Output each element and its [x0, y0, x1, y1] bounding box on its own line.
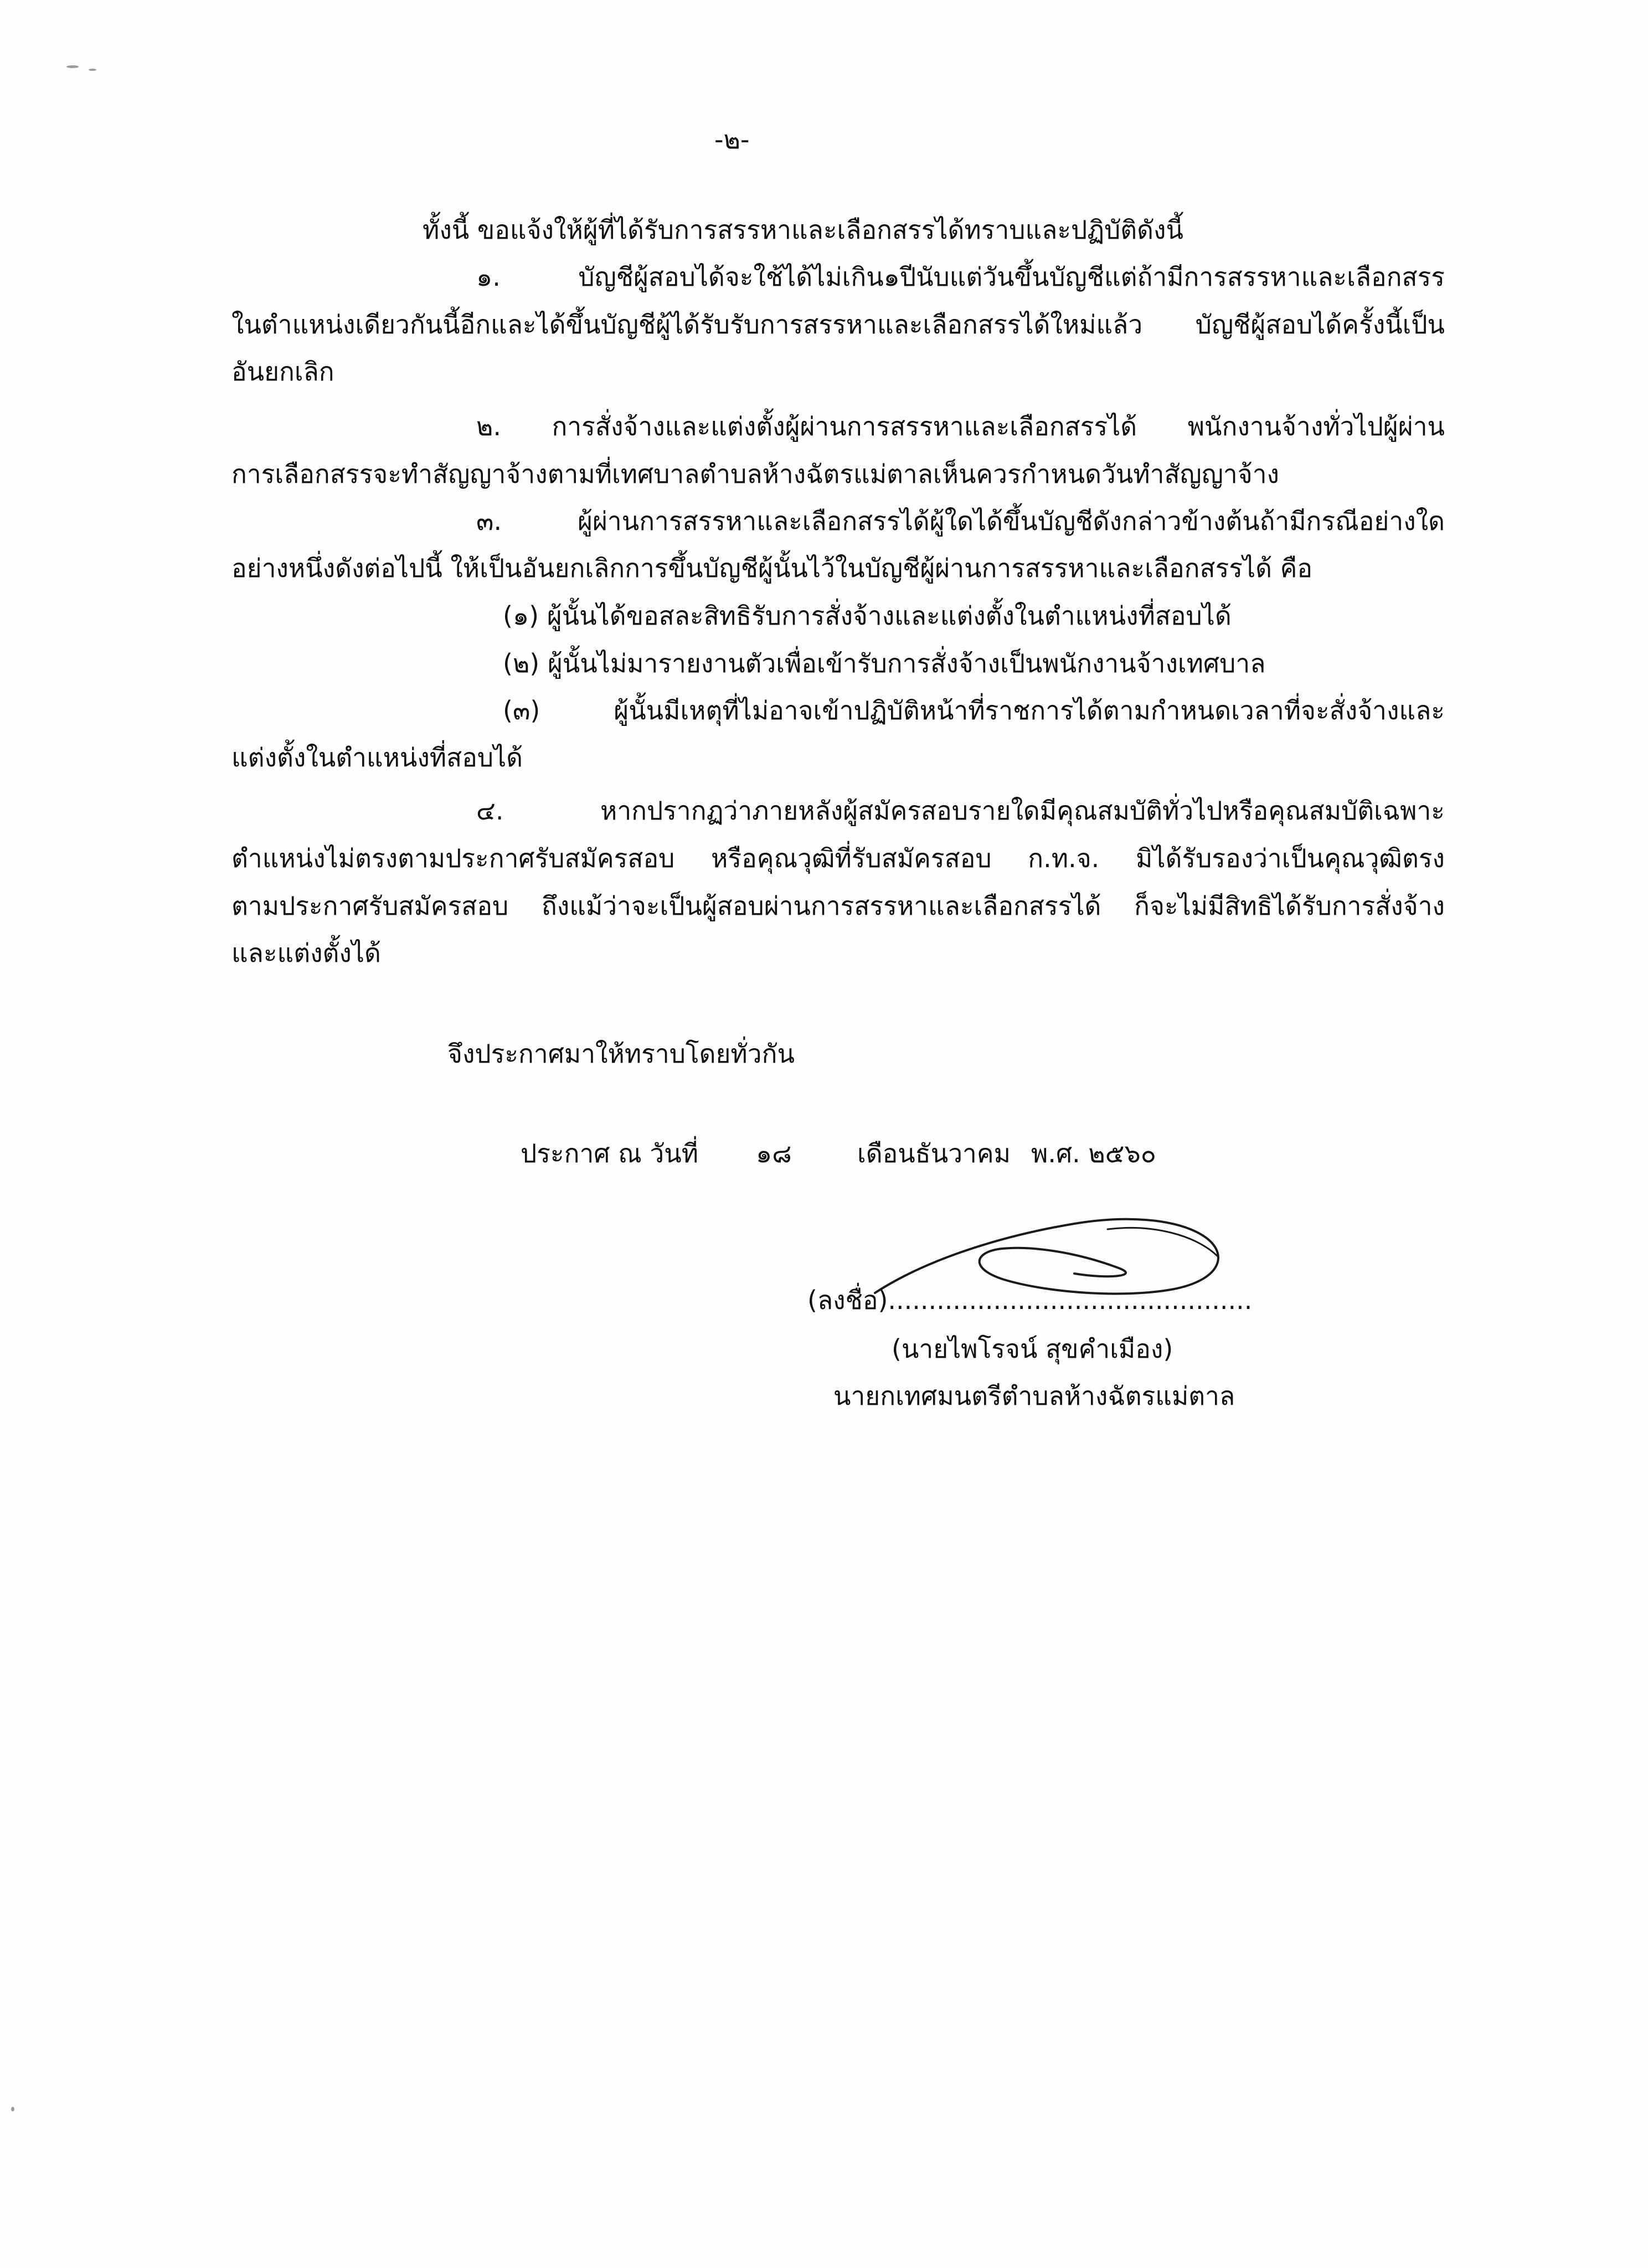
date-day: ๑๘ [756, 1138, 792, 1168]
item-3-sub-2: (๒) ผู้นั้นไม่มารายงานตัวเพื่อเข้ารับการสั่งจ้างเป็นพนักงานจ้างเทศบาล [503, 648, 1266, 678]
scan-speck [89, 69, 96, 71]
item-1-line-2: ในตำแหน่งเดียวกันนี้อีกและได้ขึ้นบัญชีผู้ได้รับรับการสรรหาและเลือกสรรได้ใหม่แล้ว บัญชีผู้สอบได้ครั้งนี้เป็น [231, 310, 1445, 339]
item-3-line-2: อย่างหนึ่งดังต่อไปนี้ ให้เป็นอันยกเลิกการขึ้นบัญชีผู้นั้นไว้ในบัญชีผู้ผ่านการสรรหาและเลือกสรรได้ คือ [231, 553, 1313, 583]
closing-line: จึงประกาศมาให้ทราบโดยทั่วกัน [447, 1039, 795, 1069]
item-4-line-2: ตำแหน่งไม่ตรงตามประกาศรับสมัครสอบ หรือคุณวุฒิที่รับสมัครสอบ ก.ท.จ. มิได้รับรองว่าเป็นคุณวุฒิตรง [231, 843, 1445, 873]
item-3-sub-3-line-2: แต่งตั้งในตำแหน่งที่สอบได้ [231, 743, 523, 772]
date-prefix: ประกาศ ณ วันที่ [521, 1138, 699, 1168]
signer-title: นายกเทศมนตรีตำบลห้างฉัตรแม่ตาล [833, 1381, 1235, 1411]
item-4-line-1: ๔. หากปรากฏว่าภายหลังผู้สมัครสอบรายใดมีคุณสมบัติทั่วไปหรือคุณสมบัติเฉพาะ [476, 796, 1445, 826]
intro-line: ทั้งนี้ ขอแจ้งให้ผู้ที่ได้รับการสรรหาและเลือกสรรได้ทราบและปฏิบัติดังนี้ [423, 215, 1183, 245]
signature-line: (ลงชื่อ)............................................. [807, 1285, 1253, 1315]
item-1-line-3: อันยกเลิก [231, 357, 334, 386]
item-1-line-1: ๑. บัญชีผู้สอบได้จะใช้ได้ไม่เกิน๑ปีนับแต่วันขึ้นบัญชีแต่ถ้ามีการสรรหาและเลือกสรร [476, 262, 1445, 292]
date-month: เดือนธันวาคม [857, 1138, 1011, 1168]
item-3-sub-3-line-1: (๓) ผู้นั้นมีเหตุที่ไม่อาจเข้าปฏิบัติหน้าที่ราชการได้ตามกำหนดเวลาที่จะสั่งจ้างและ [503, 695, 1445, 725]
scan-speck [11, 2107, 14, 2111]
scan-speck [66, 65, 79, 68]
item-3-line-1: ๓. ผู้ผ่านการสรรหาและเลือกสรรได้ผู้ใดได้ขึ้นบัญชีดังกล่าวข้างต้นถ้ามีกรณีอย่างใด [476, 506, 1445, 536]
page-number: -๒- [714, 125, 750, 154]
item-2-line-2: การเลือกสรรจะทำสัญญาจ้างตามที่เทศบาลตำบลห้างฉัตรแม่ตาลเห็นควรกำหนดวันทำสัญญาจ้าง [231, 459, 1279, 489]
item-4-line-3: ตามประกาศรับสมัครสอบ ถึงแม้ว่าจะเป็นผู้สอบผ่านการสรรหาและเลือกสรรได้ ก็จะไม่มีสิทธิได้รับการสั่งจ้าง [231, 891, 1445, 921]
item-2-line-1: ๒. การสั่งจ้างและแต่งตั้งผู้ผ่านการสรรหาและเลือกสรรได้ พนักงานจ้างทั่วไปผู้ผ่าน [476, 411, 1445, 441]
signer-name: (นายไพโรจน์ สุขคำเมือง) [892, 1334, 1173, 1364]
item-4-line-4: และแต่งตั้งได้ [231, 938, 381, 968]
date-year: พ.ศ. ๒๕๖๐ [1031, 1138, 1156, 1168]
item-3-sub-1: (๑) ผู้นั้นได้ขอสละสิทธิรับการสั่งจ้างและแต่งตั้งในตำแหน่งที่สอบได้ [503, 601, 1232, 631]
